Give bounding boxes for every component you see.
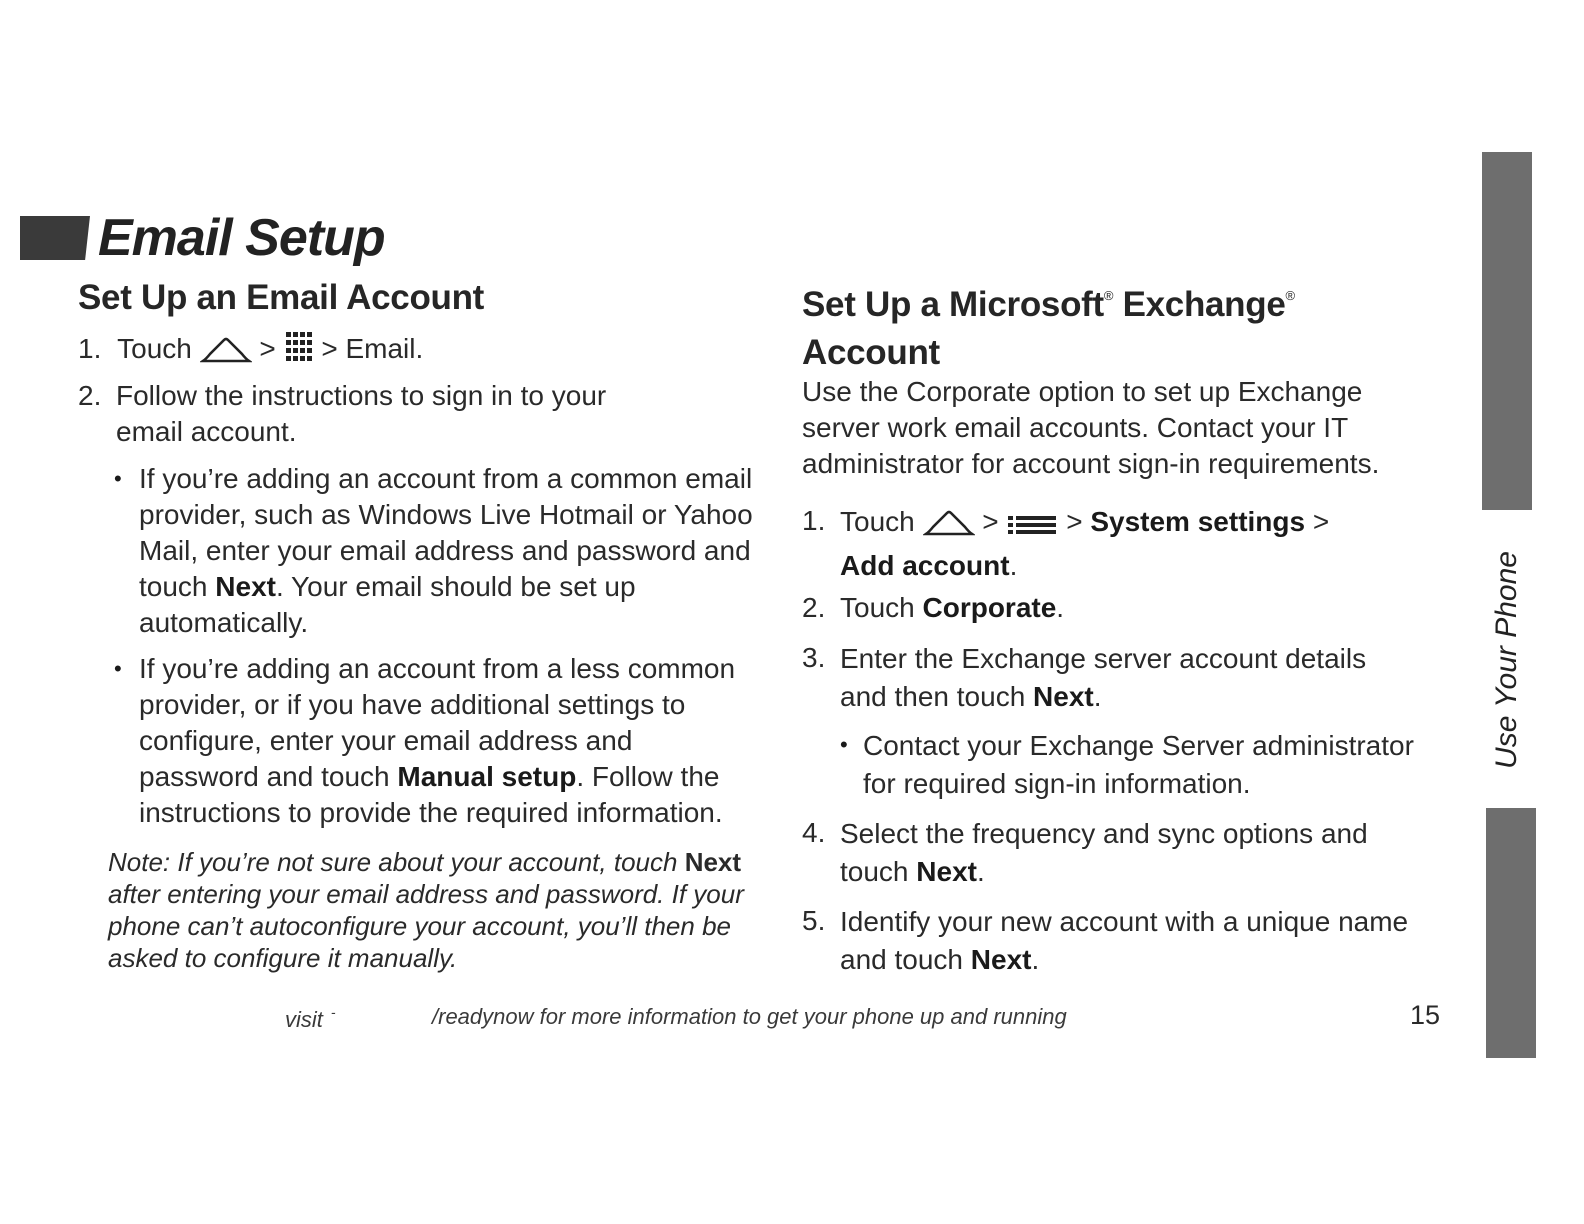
left-bullet-1: If you’re adding an account from a common email provider, such as Windows Live Hotmail or Yahoo Mail, enter your email address and password and touch Next. Your email should be set up automatically.: [139, 463, 753, 638]
home-icon: [200, 336, 252, 373]
right-step-4-number: 4.: [802, 817, 826, 848]
right-step-5: Identify your new account with a unique name and touch Next.: [840, 906, 1409, 975]
title-block: [20, 208, 385, 268]
step-number: 1.: [78, 333, 102, 364]
left-heading: Set Up an Email Account: [78, 278, 485, 317]
right-step-2: Touch Corporate.: [840, 592, 1065, 623]
right-step-2-number: 2.: [802, 592, 826, 623]
right-step-5-number: 5.: [802, 905, 826, 936]
note: Note: If you’re not sure about your account, touch Next after entering your email address and password. If your phone can’t autoconfigure your account, you’ll then be asked to configure it manually.: [108, 847, 744, 973]
left-step-1: 1. Touch > > Email.: [78, 330, 738, 373]
side-tab-label-wrap: [1482, 540, 1532, 780]
menu-icon: [1006, 509, 1058, 547]
right-step-4: Select the frequency and sync options and touch Next.: [840, 818, 1368, 887]
separator: >: [259, 333, 276, 364]
side-tab-label: Use Your Phone: [1490, 551, 1524, 769]
side-tab-block-top: [1482, 152, 1532, 510]
bullet-dot: •: [840, 732, 848, 757]
bullet-dot: •: [114, 656, 122, 681]
right-step-1-number: 1.: [802, 505, 826, 536]
step-text: Touch: [117, 333, 192, 364]
footer-visit: visit -: [285, 1004, 336, 1032]
left-bullet-2: If you’re adding an account from a less common provider, or if you have additional settings to configure, enter your email address and password and touch Manual setup. Follow the instructions to provide the required information.: [139, 653, 736, 828]
right-bullet: Contact your Exchange Server administrator for required sign-in information.: [863, 730, 1414, 799]
separator: >: [321, 333, 338, 364]
bullet-dot: •: [114, 466, 122, 491]
right-heading: Set Up a Microsoft® Exchange® Account: [802, 285, 1295, 372]
side-tab-block-bottom: [1486, 808, 1536, 1058]
footer-link-text: /readynow for more information to get your phone up and running: [432, 1004, 1067, 1029]
title-bar-decoration: [20, 216, 90, 260]
home-icon: [923, 509, 975, 547]
apps-grid-icon: [284, 330, 314, 373]
page-number: 15: [1410, 1000, 1441, 1030]
right-step-1: Touch > > System settings > Add account.: [840, 506, 1330, 581]
right-step-3-number: 3.: [802, 642, 826, 673]
left-step-2-text: Follow the instructions to sign in to your email account.: [116, 380, 607, 447]
right-intro: Use the Corporate option to set up Exchange server work email accounts. Contact your IT administrator for account sign-in requirements.: [802, 376, 1380, 479]
page-title: Email Setup: [98, 209, 385, 267]
step-target: Email: [345, 333, 416, 364]
right-step-3: Enter the Exchange server account details and then touch Next.: [840, 643, 1367, 712]
left-step-2-number: 2.: [78, 380, 102, 411]
